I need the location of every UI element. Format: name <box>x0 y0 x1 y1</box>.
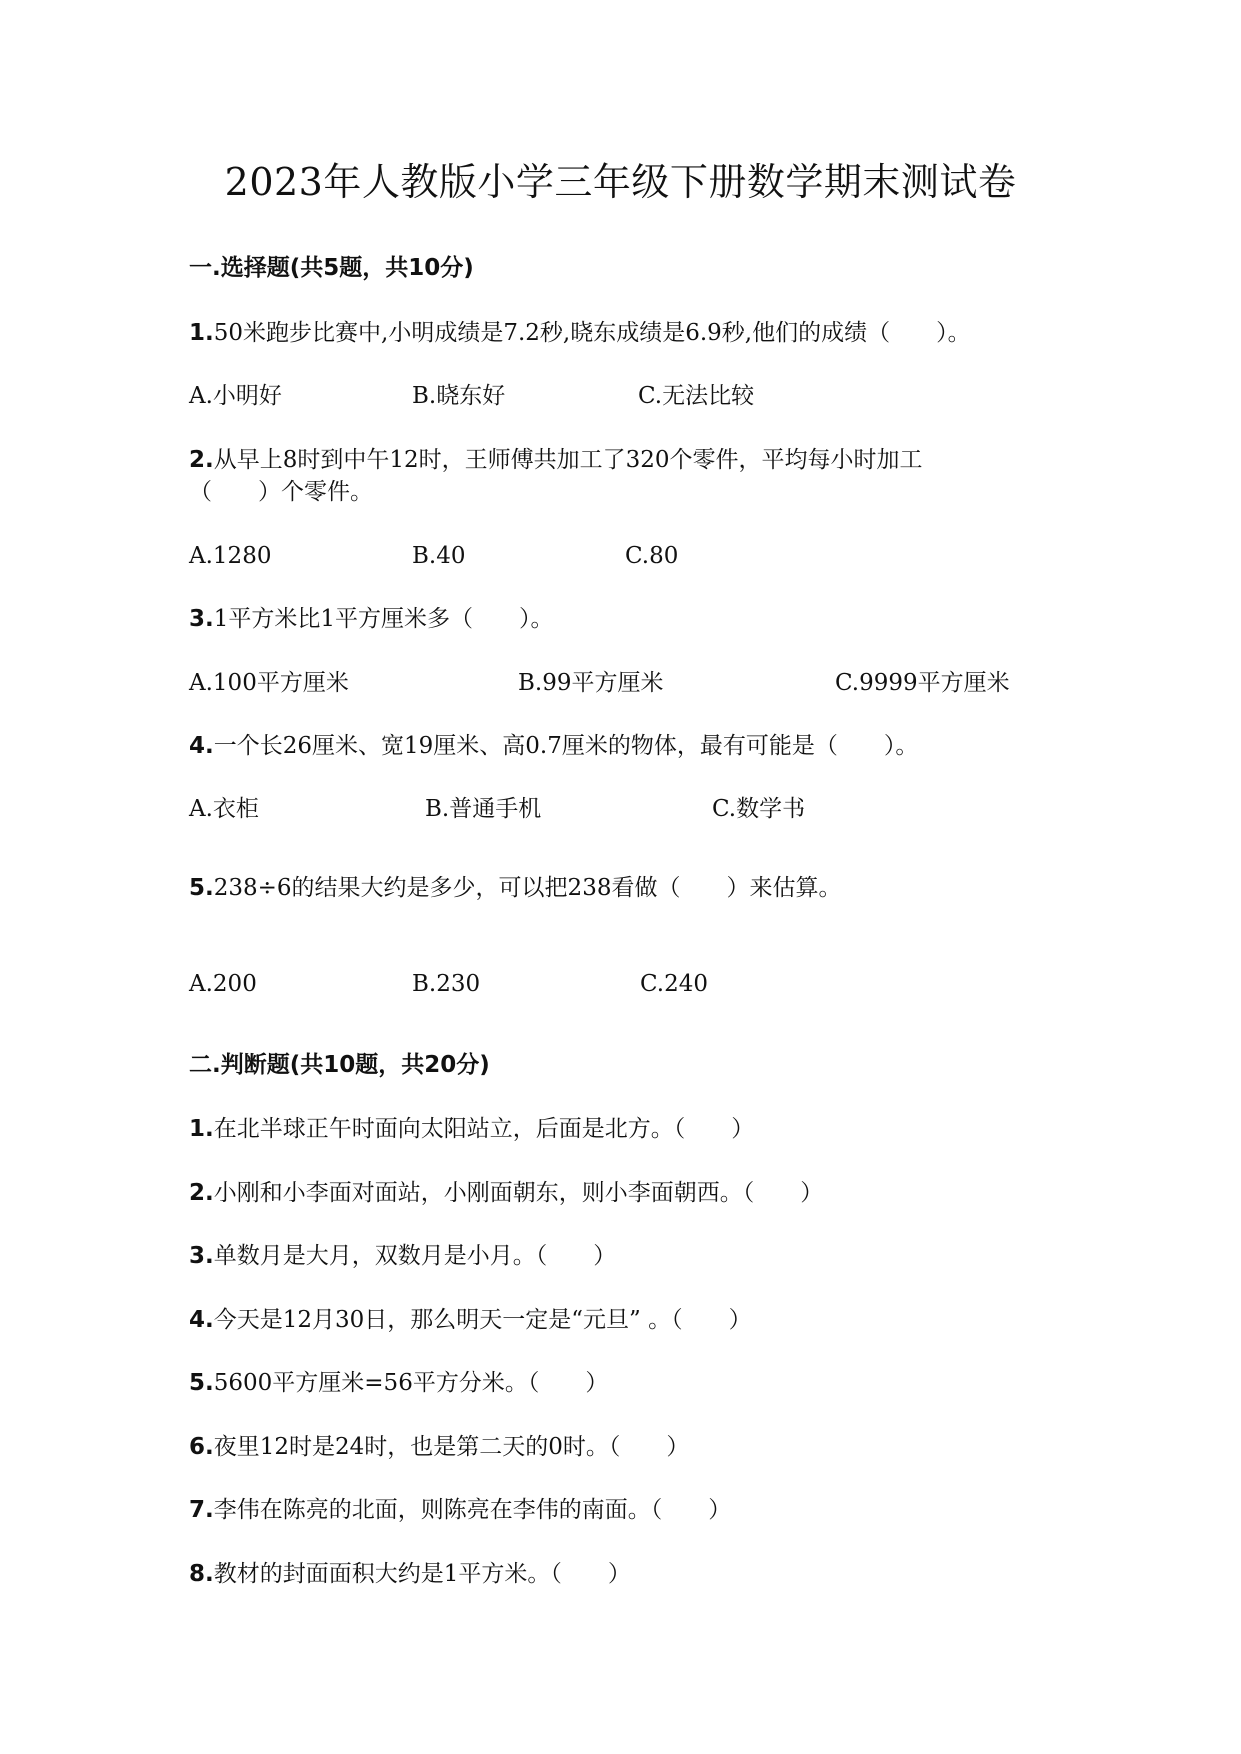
choice-question-3 <box>189 604 554 634</box>
choice-option: B.普通手机 <box>425 796 542 822</box>
choice-option: C.80 <box>625 543 679 569</box>
question-number: 7. <box>189 1497 214 1523</box>
question-number: 4. <box>189 733 214 759</box>
choice-option: B.40 <box>412 543 466 569</box>
judgment-question-4 <box>189 1305 752 1335</box>
question-text: 1平方米比1平方厘米多（ ）。 <box>213 606 554 632</box>
question-text: 小刚和小李面对面站，小刚面朝东，则小李面朝西。（ ） <box>213 1180 824 1206</box>
choice-question-1 <box>189 318 971 348</box>
question-text: 从早上8时到中午12时，王师傅共加工了320个零件，平均每小时加工 <box>213 447 923 473</box>
question-text: 5600平方厘米=56平方分米。（ ） <box>213 1370 609 1396</box>
question-number: 3. <box>189 1243 214 1269</box>
question-text: 在北半球正午时面向太阳站立，后面是北方。（ ） <box>213 1116 755 1142</box>
judgment-question-5 <box>189 1368 608 1398</box>
choice-option: B.99平方厘米 <box>518 670 664 696</box>
question-number: 1. <box>189 1116 214 1142</box>
question-number: 5. <box>189 875 214 901</box>
question-text: 教材的封面面积大约是1平方米。（ ） <box>213 1561 631 1587</box>
question-number: 3. <box>189 606 214 632</box>
choice-option: A.小明好 <box>189 383 282 409</box>
question-number: 2. <box>189 1180 214 1206</box>
judgment-question-6 <box>189 1432 689 1462</box>
section-heading-choice: 一.选择题(共5题，共10分) <box>189 255 474 281</box>
page-title: 2023年人教版小学三年级下册数学期末测试卷 <box>224 160 1017 204</box>
choice-option: C.9999平方厘米 <box>835 670 1010 696</box>
choice-option: A.1280 <box>189 543 272 569</box>
question-text: 夜里12时是24时，也是第二天的0时。（ ） <box>213 1434 690 1460</box>
question-number: 5. <box>189 1370 214 1396</box>
choice-option: A.100平方厘米 <box>189 670 349 696</box>
question-text: 50米跑步比赛中,小明成绩是7.2秒,晓东成绩是6.9秒,他们的成绩（ ）。 <box>213 320 971 346</box>
question-number: 4. <box>189 1307 214 1333</box>
choice-question-2 <box>189 445 923 475</box>
question-number: 6. <box>189 1434 214 1460</box>
question-text: 一个长26厘米、宽19厘米、高0.7厘米的物体，最有可能是（ ）。 <box>213 733 919 759</box>
question-text-line2: （ ）个零件。 <box>189 479 373 505</box>
judgment-question-7 <box>189 1495 731 1525</box>
question-text: 李伟在陈亮的北面，则陈亮在李伟的南面。（ ） <box>213 1497 732 1523</box>
question-number: 8. <box>189 1561 214 1587</box>
choice-option: C.240 <box>640 971 708 997</box>
judgment-question-8 <box>189 1559 631 1589</box>
question-text: 今天是12月30日，那么明天一定是“元旦” 。（ ） <box>213 1307 752 1333</box>
choice-option: A.衣柜 <box>189 796 259 822</box>
choice-question-5 <box>189 873 841 903</box>
choice-option: B.晓东好 <box>412 383 506 409</box>
judgment-question-2 <box>189 1178 823 1208</box>
question-text: 单数月是大月，双数月是小月。（ ） <box>213 1243 617 1269</box>
judgment-question-3 <box>189 1241 616 1271</box>
choice-question-4 <box>189 731 918 761</box>
choice-option: C.数学书 <box>712 796 806 822</box>
judgment-question-1 <box>189 1114 754 1144</box>
question-text: 238÷6的结果大约是多少，可以把238看做（ ）来估算。 <box>213 875 842 901</box>
choice-option: A.200 <box>189 971 257 997</box>
question-number: 1. <box>189 320 214 346</box>
choice-option: B.230 <box>412 971 481 997</box>
section-heading-judgment: 二.判断题(共10题，共20分) <box>189 1052 490 1078</box>
choice-option: C.无法比较 <box>638 383 755 409</box>
question-number: 2. <box>189 447 214 473</box>
